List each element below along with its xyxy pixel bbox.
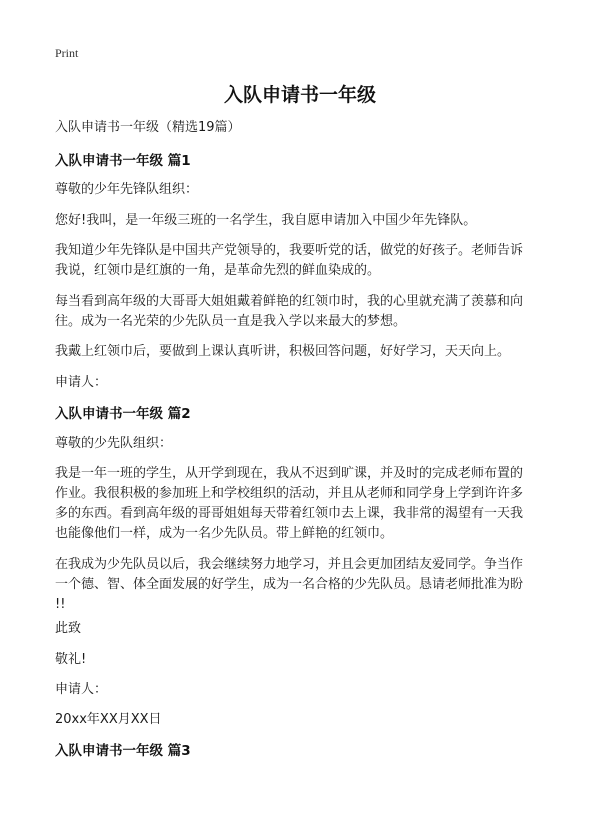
intro-line: 入队申请书一年级（精选19篇） xyxy=(55,120,241,135)
article-1-signature: 申请人： xyxy=(55,375,108,390)
article-2-paragraph-2-line-2: 一个德、智、体全面发展的好学生，成为一名合格的少先队员。恳请老师批准为盼 xyxy=(55,577,524,592)
article-2-date: 20xx年XX月XX日 xyxy=(55,712,162,727)
article-3-heading: 入队申请书一年级 篇3 xyxy=(55,743,191,759)
article-1-paragraph-3-line-2: 往。成为一名光荣的少先队员一直是我入学以来最大的梦想。 xyxy=(55,314,407,329)
page-title: 入队申请书一年级 xyxy=(223,84,376,106)
article-2-paragraph-1-line-4: 也能像他们一样，成为一名少先队员。带上鲜艳的红领巾。 xyxy=(55,526,394,541)
print-label: Print xyxy=(55,46,79,60)
article-1-salutation: 尊敬的少年先锋队组织： xyxy=(55,182,199,197)
article-1-paragraph-2-line-1: 我知道少年先锋队是中国共产党领导的，我要听党的话，做党的好孩子。老师告诉 xyxy=(55,243,524,258)
article-2-closing-1: 此致 xyxy=(55,621,82,636)
article-2-closing-2: 敬礼! xyxy=(55,652,87,667)
article-2-paragraph-2-line-1: 在我成为少先队员以后，我会继续努力地学习，并且会更加团结友爱同学。争当作 xyxy=(55,557,524,572)
article-1-paragraph-2-line-2: 我说，红领巾是红旗的一角，是革命先烈的鲜血染成的。 xyxy=(55,263,381,278)
article-1-paragraph-1: 您好!我叫，是一年级三班的一名学生，我自愿申请加入中国少年先锋队。 xyxy=(55,213,477,228)
article-2-paragraph-1-line-3: 多的东西。看到高年级的哥哥姐姐每天带着红领巾去上课，我非常的渴望有一天我 xyxy=(55,506,524,521)
article-2-signature: 申请人： xyxy=(55,682,108,697)
article-2-paragraph-2-line-3: !! xyxy=(55,597,66,612)
article-2-salutation: 尊敬的少先队组织： xyxy=(55,436,173,451)
article-2-paragraph-1-line-2: 作业。我很积极的参加班上和学校组织的活动，并且从老师和同学身上学到许许多 xyxy=(55,486,524,501)
article-1-heading: 入队申请书一年级 篇1 xyxy=(55,153,191,169)
article-2-paragraph-1-line-1: 我是一年一班的学生，从开学到现在，我从不迟到旷课，并及时的完成老师布置的 xyxy=(55,466,524,481)
article-2-heading: 入队申请书一年级 篇2 xyxy=(55,406,191,422)
article-1-paragraph-4: 我戴上红领巾后，要做到上课认真听讲，积极回答问题，好好学习，天天向上。 xyxy=(55,344,511,359)
article-1-paragraph-3-line-1: 每当看到高年级的大哥哥大姐姐戴着鲜艳的红领巾时，我的心里就充满了羡慕和向 xyxy=(55,294,524,309)
